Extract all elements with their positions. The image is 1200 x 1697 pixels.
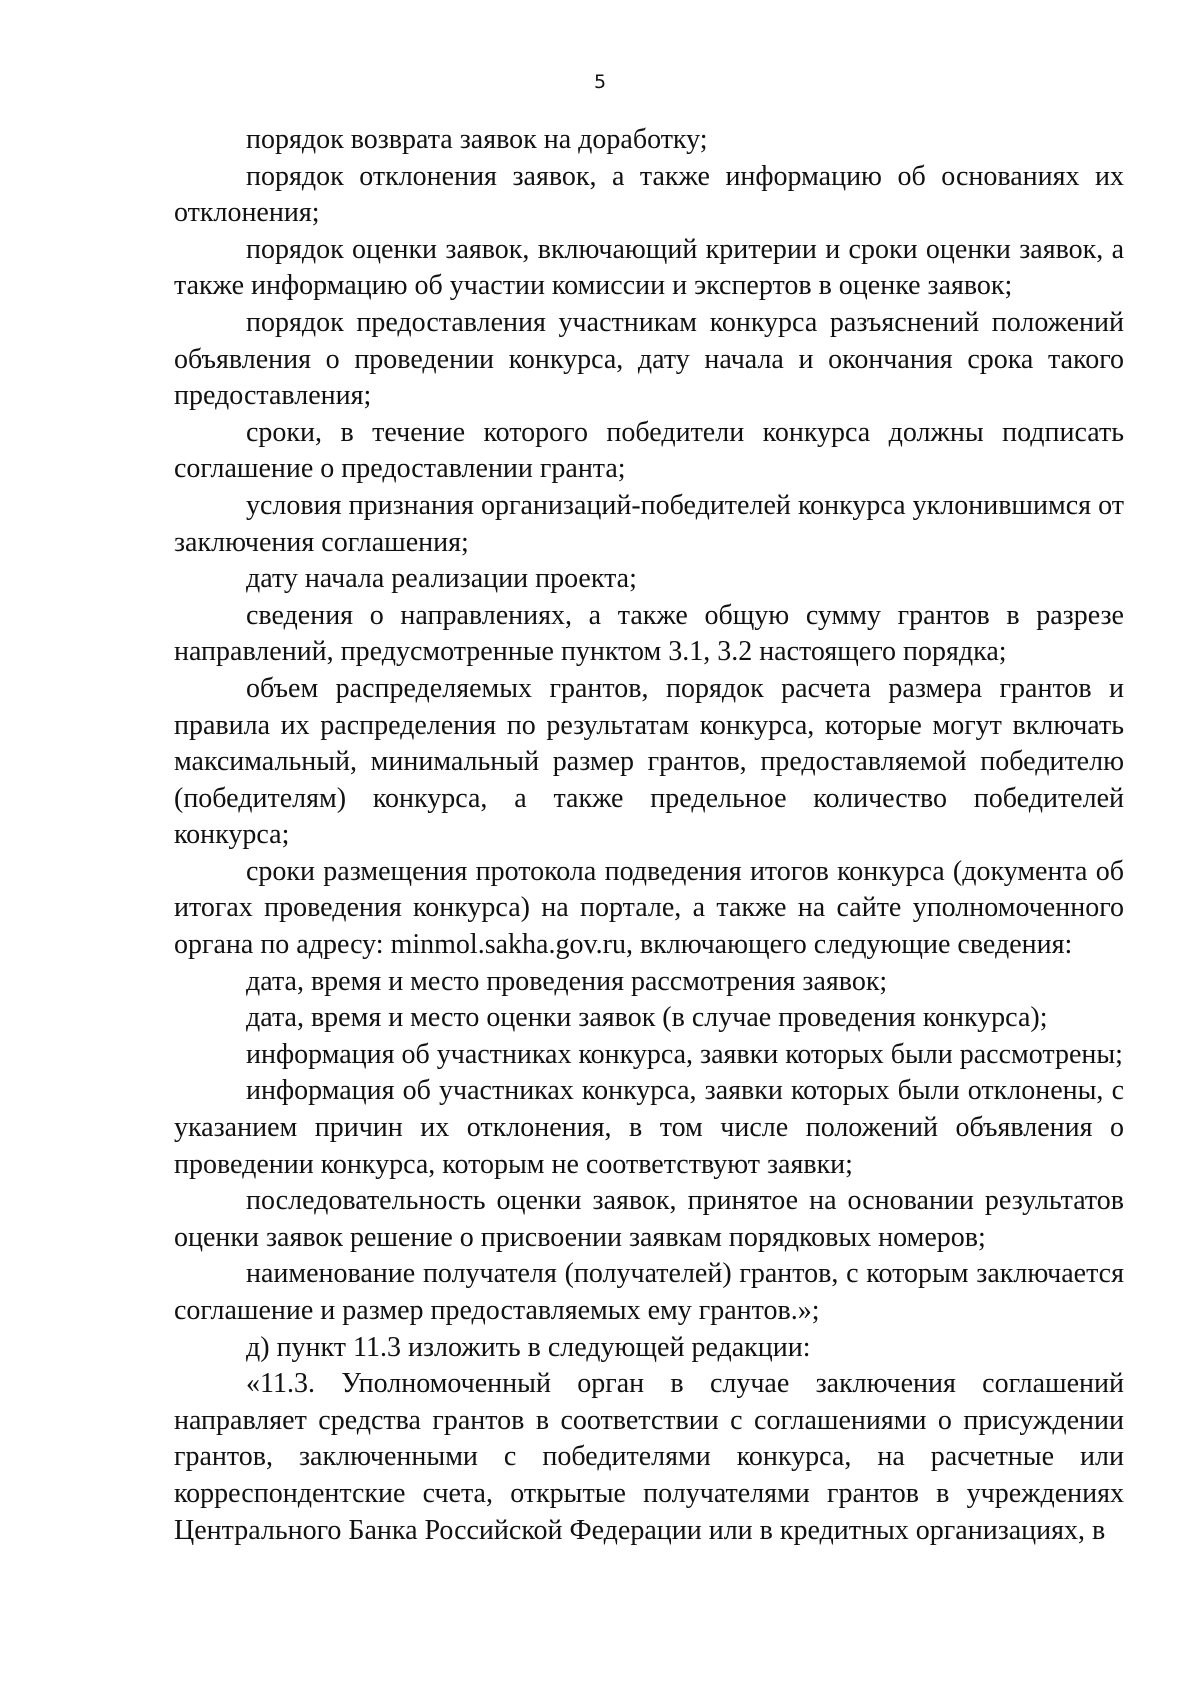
paragraph-3: порядок оценки заявок, включающий критерии и сроки оценки заявок, а также информацию об участии комиссии и экспертов в оценке заявок;	[174, 233, 1124, 302]
paragraph-8: сведения о направлениях, а также общую сумму грантов в разрезе направлений, предусмотренные пунктом 3.1, 3.2 настоящего порядка;	[174, 599, 1124, 668]
paragraph-5: сроки, в течение которого победители конкурса должны подписать соглашение о предоставлении гранта;	[174, 416, 1124, 485]
paragraph-14: информация об участниках конкурса, заявки которых были отклонены, с указанием причин их отклонения, в том числе положений объявления о проведении конкурса, которым не соответствуют заявки;	[174, 1075, 1124, 1180]
paragraph-15: последовательность оценки заявок, принятое на основании результатов оценки заявок решение о присвоении заявкам порядковых номеров;	[174, 1185, 1124, 1253]
paragraph-2: порядок отклонения заявок, а также информацию об основаниях их отклонения;	[174, 160, 1124, 229]
paragraph-17: д) пункт 11.3 изложить в следующей редакции:	[246, 1331, 811, 1363]
document-body	[174, 122, 1124, 1549]
paragraph-1: порядок возврата заявок на доработку;	[246, 124, 708, 155]
paragraph-12: дата, время и место оценки заявок (в случае проведения конкурса);	[246, 1002, 1048, 1034]
paragraph-10: сроки размещения протокола подведения итогов конкурса (документа об итогах проведения конкурса) на портале, а также на сайте уполномоченного органа по адресу: minmol.sakha.gov.ru, включающего следующие сведения:	[174, 855, 1124, 961]
paragraph-7: дату начала реализации проекта;	[246, 563, 637, 595]
paragraph-9: объем распределяемых грантов, порядок расчета размера грантов и правила их распределения по результатам конкурса, которые могут включать максимальный, минимальный размер грантов, предоставляемой победителю (победителям) конкурса, а также предельное количество победителей конкурса;	[174, 672, 1124, 851]
paragraph-18: «11.3. Уполномоченный орган в случае заключения соглашений направляет средства грантов в соответствии с соглашениями о присуждении грантов, заключенными с победителями конкурса, на расчетные или корреспондентские счета, открытые получателями грантов в учреждениях Центрального Банка Российской Федерации или в кредитных организациях, в	[174, 1368, 1124, 1546]
paragraph-6: условия признания организаций-победителей конкурса уклонившимся от заключения соглашения;	[174, 489, 1124, 558]
paragraph-4: порядок предоставления участникам конкурса разъяснений положений объявления о проведении конкурса, дату начала и окончания срока такого предоставления;	[174, 306, 1124, 412]
paragraph-16: наименование получателя (получателей) грантов, с которым заключается соглашение и размер предоставляемых ему грантов.»;	[174, 1258, 1124, 1326]
page-number: 5	[593, 71, 607, 93]
paragraph-13: информация об участниках конкурса, заявки которых были рассмотрены;	[246, 1038, 1123, 1070]
paragraph-11: дата, время и место проведения рассмотрения заявок;	[246, 965, 888, 997]
